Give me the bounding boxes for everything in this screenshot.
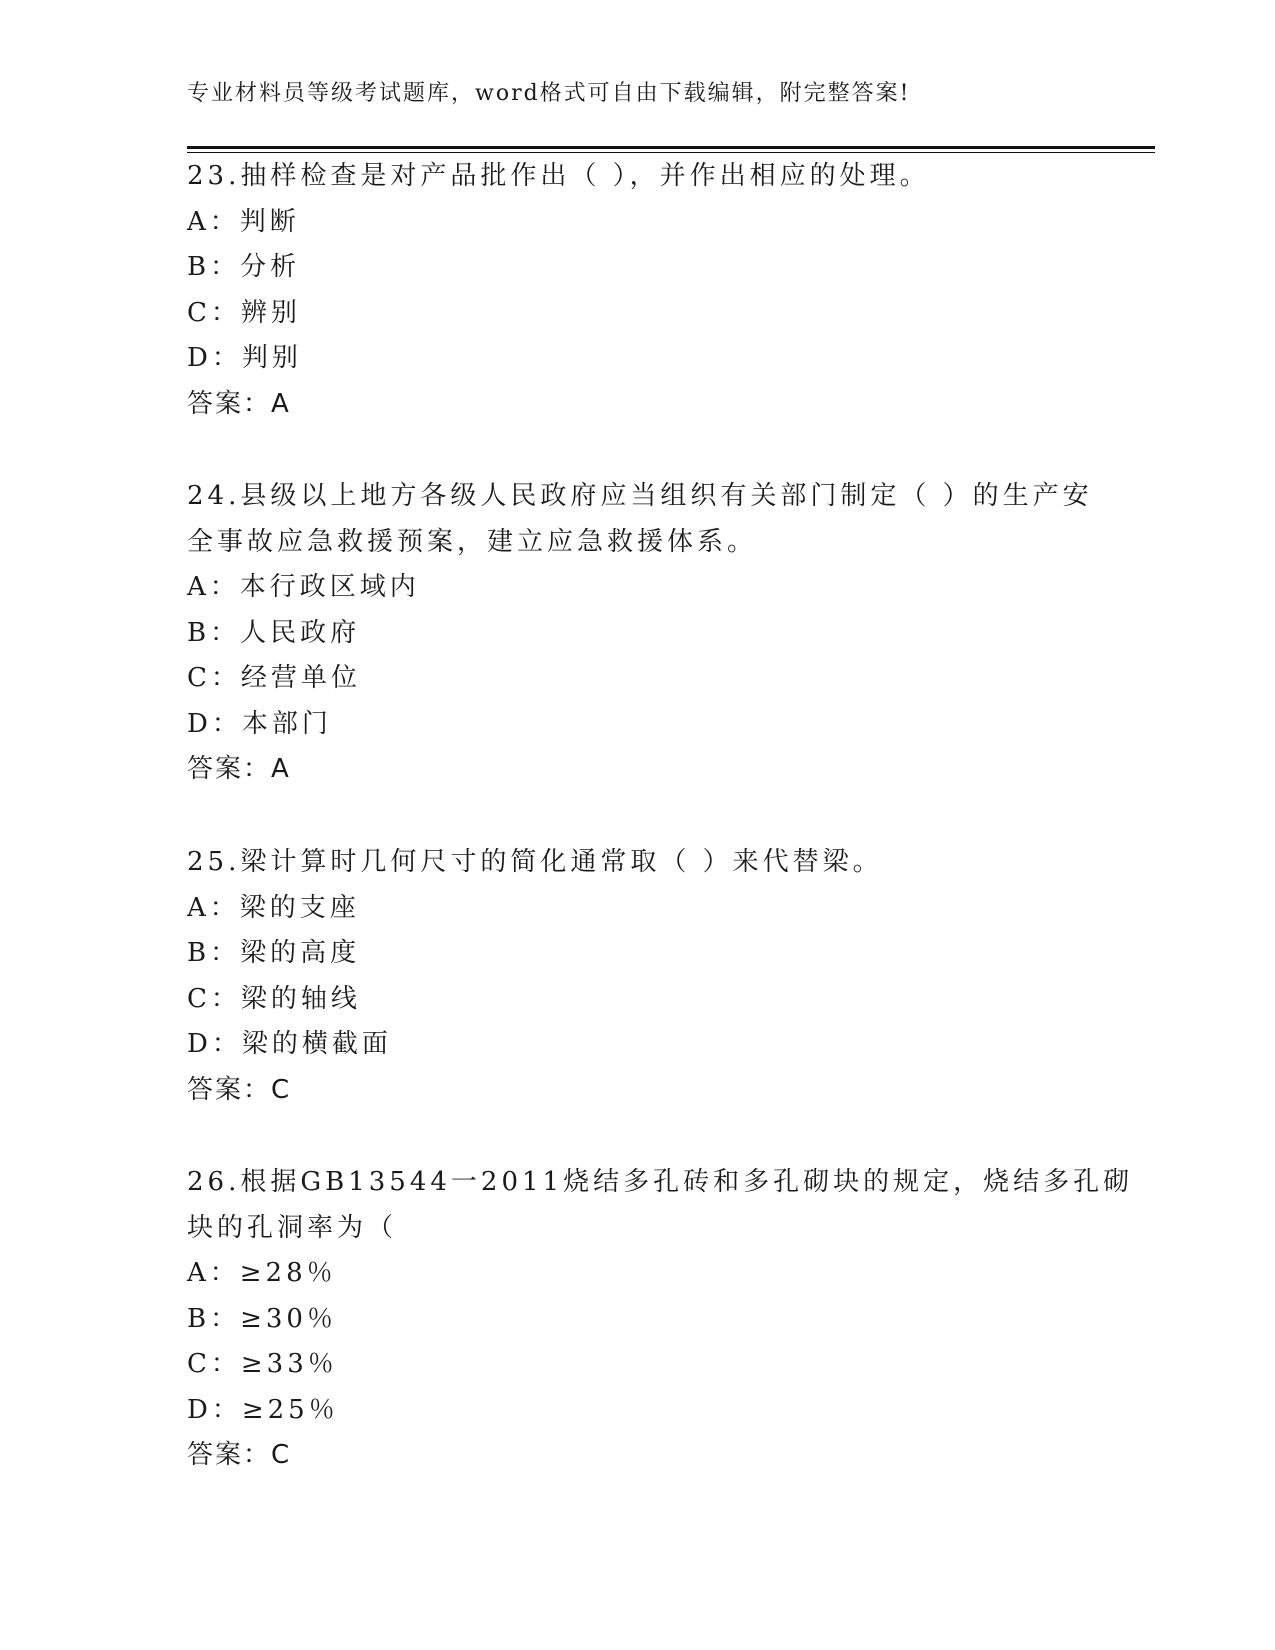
option-b: B：人民政府 [187,617,361,648]
question-stem-cont: 块的孔洞率为（ [187,1212,398,1243]
header-rule-thin [187,152,1155,153]
option-d: D：梁的横截面 [187,1029,392,1059]
question-26 [187,1160,1134,1479]
question-24 [187,474,1093,793]
question-stem: 25.梁计算时几何尺寸的简化通常取（ ）来代替梁。 [187,847,883,877]
answer: 答案：A [187,754,291,784]
option-c: C：辨别 [187,297,301,328]
question-stem: 24.县级以上地方各级人民政府应当组织有关部门制定（ ）的生产安 [187,481,1093,511]
option-d: D：≥25％ [187,1394,339,1425]
option-d: D：本部门 [187,708,332,739]
page-header: 专业材料员等级考试题库，word格式可自由下载编辑，附完整答案! [187,81,911,106]
header-rule-thick [187,146,1155,149]
question-stem: 23.抽样检查是对产品批作出（ ），并作出相应的处理。 [187,161,930,191]
option-b: B：≥30％ [187,1303,337,1334]
option-b: B：梁的高度 [187,938,361,968]
question-stem: 26.根据GB13544一2011烧结多孔砖和多孔砌块的规定，烧结多孔砌 [187,1167,1134,1197]
option-c: C：≥33％ [187,1349,338,1379]
option-b: B：分析 [187,252,301,282]
answer: 答案：C [187,1440,292,1470]
option-a: A：梁的支座 [187,892,360,923]
option-a: A：判断 [187,206,300,237]
option-d: D：判别 [187,343,302,373]
question-25 [187,840,1067,1113]
option-c: C：经营单位 [187,663,361,693]
option-c: C：梁的轴线 [187,983,361,1014]
answer: 答案：C [187,1074,292,1105]
question-stem-cont: 全事故应急救援预案，建立应急救援体系。 [187,526,758,557]
option-a: A：本行政区域内 [187,572,420,602]
option-a: A：≥28％ [187,1258,337,1288]
question-23 [187,154,1067,427]
answer: 答案：A [187,388,291,419]
